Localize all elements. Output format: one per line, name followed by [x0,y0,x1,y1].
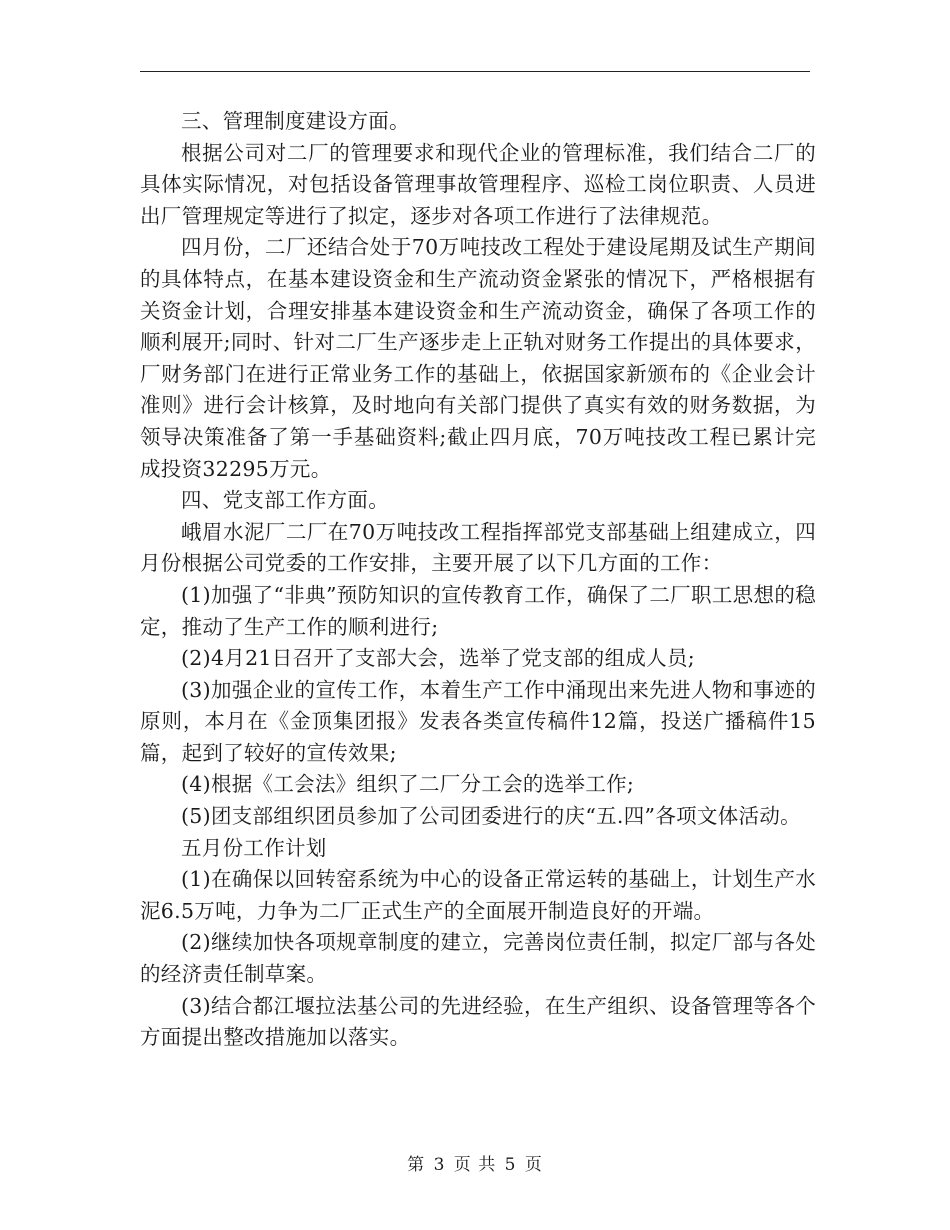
page-footer [0,1150,950,1175]
footer-prefix: 第 [407,1155,426,1175]
paragraph-management-standards: 根据公司对二厂的管理要求和现代企业的管理标准，我们结合二厂的具体实际情况，对包括设备管理事故管理程序、巡检工岗位职责、人员进出厂管理规定等进行了拟定，逐步对各项工作进行了法律规范。 [140,140,816,228]
plan-item-3: (3)结合都江堰拉法基公司的先进经验，在生产组织、设备管理等各个方面提出整改措施加以落实。 [140,993,816,1050]
list-item-3: (3)加强企业的宣传工作，本着生产工作中涌现出来先进人物和事迹的原则，本月在《金顶集团报》发表各类宣传稿件12篇，投送广播稿件15篇，起到了较好的宣传效果; [140,677,816,765]
footer-middle: 页 共 [453,1155,497,1175]
section-heading-may-plan: 五月份工作计划 [181,835,327,860]
plan-item-2: (2)继续加快各项规章制度的建立，完善岗位责任制，拟定厂部与各处的经济责任制草案。 [140,930,816,987]
list-item-1: (1)加强了“非典”预防知识的宣传教育工作，确保了二厂职工思想的稳定，推动了生产工作的顺利进行; [140,582,816,639]
current-page-number: 3 [433,1155,446,1175]
header-rule [140,71,810,72]
list-item-5: (5)团支部组织团员参加了公司团委进行的庆“五.四”各项文体活动。 [181,804,801,829]
plan-item-1: (1)在确保以回转窑系统为中心的设备正常运转的基础上，计划生产水泥6.5万吨，力争为二厂正式生产的全面展开制造良好的开端。 [140,867,816,923]
paragraph-april-finance: 四月份，二厂还结合处于70万吨技改工程处于建设尾期及试生产期间的具体特点，在基本建设资金和生产流动资金紧张的情况下，严格根据有关资金计划，合理安排基本建设资金和生产流动资金，确保了各项工作的顺利展开;同时、针对二厂生产逐步走上正轨对财务工作提出的具体要求，厂财务部门在进行正常业务工作的基础上，依据国家新颁布的《企业会计准则》进行会计核算，及时地向有关部门提供了真实有效的财务数据，为领导决策准备了第一手基础资料;截止四月底，70万吨技改工程已累计完成投资32295万元。 [140,235,816,481]
paragraph-party-branch-intro: 峨眉水泥厂二厂在70万吨技改工程指挥部党支部基础上组建成立，四月份根据公司党委的工作安排，主要开展了以下几方面的工作： [140,519,816,576]
list-item-4: (4)根据《工会法》组织了二厂分工会的选举工作; [181,772,635,797]
section-heading-management: 三、管理制度建设方面。 [181,109,410,133]
list-item-2: (2)4月21日召开了支部大会，选举了党支部的组成人员; [181,646,695,671]
total-page-count: 5 [504,1155,517,1175]
document-body [140,106,816,1054]
section-heading-party-branch: 四、党支部工作方面。 [181,488,389,513]
footer-suffix: 页 [524,1155,543,1175]
